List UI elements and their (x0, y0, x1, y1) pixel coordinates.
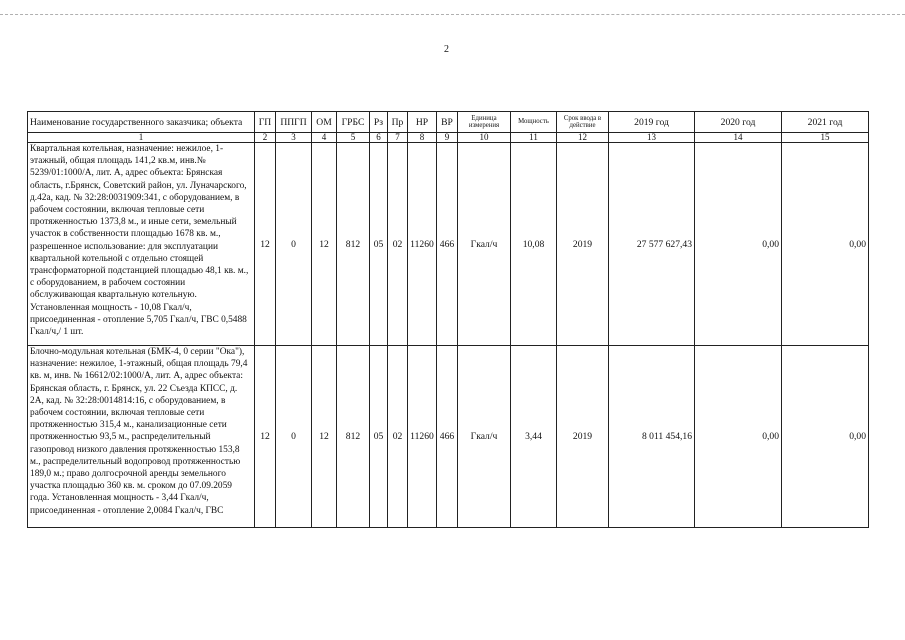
cell-2019: 8 011 454,16 (609, 346, 695, 528)
cell-commission: 2019 (557, 346, 609, 528)
col-num-4: 4 (312, 133, 337, 143)
cell-rz: 05 (370, 346, 388, 528)
col-num-2: 2 (255, 133, 276, 143)
cell-pr: 02 (388, 346, 408, 528)
header-grbs: ГРБС (337, 112, 370, 133)
col-num-3: 3 (276, 133, 312, 143)
col-num-13: 13 (609, 133, 695, 143)
page-number: 2 (444, 44, 449, 55)
cell-vr: 466 (437, 143, 458, 346)
cell-grbs: 812 (337, 346, 370, 528)
cell-2019: 27 577 627,43 (609, 143, 695, 346)
header-gp: ГП (255, 112, 276, 133)
cell-unit: Гкал/ч (458, 346, 511, 528)
object-description-cell (28, 346, 255, 528)
cell-gp: 12 (255, 143, 276, 346)
header-power: Мощность (511, 112, 557, 133)
cell-power: 10,08 (511, 143, 557, 346)
header-rz: Рз (370, 112, 388, 133)
header-om: ОМ (312, 112, 337, 133)
col-num-1: 1 (28, 133, 255, 143)
cell-pr: 02 (388, 143, 408, 346)
col-num-8: 8 (408, 133, 437, 143)
header-unit: Единица измерения (458, 112, 511, 133)
cell-nr: 11260 (408, 143, 437, 346)
cell-2021: 0,00 (782, 346, 869, 528)
cell-rz: 05 (370, 143, 388, 346)
header-object-name: Наименование государственного заказчика; объекта (28, 112, 255, 133)
header-pr: Пр (388, 112, 408, 133)
cell-unit: Гкал/ч (458, 143, 511, 346)
col-num-6: 6 (370, 133, 388, 143)
cell-power: 3,44 (511, 346, 557, 528)
header-2021: 2021 год (782, 112, 869, 133)
header-vr: ВР (437, 112, 458, 133)
col-num-10: 10 (458, 133, 511, 143)
col-num-7: 7 (388, 133, 408, 143)
col-num-5: 5 (337, 133, 370, 143)
table-row (28, 143, 869, 346)
object-description: Блочно-модульная котельная (БМК-4, 0 серии "Ока"), назначение: нежилое, 1-этажный, общая площадь 79,4 кв. м, инв. № 16612/02:1000/А, лит. А, адрес объекта: Брянская область, г. Брянск, ул. 22 Съезда КПСС, д. 2А, кад. № 32:28:0014814:16, с оборудованием, в рабочем состоянии, включая тепловые сети протяженностью 315,4 м., канализационные сети протяженностью 93,5 м., распределительный газопровод низкого давления протяженностью 153,8 м., распределительный водопровод протяженностью 189,0 м.; право долгосрочной аренды земельного участка площадью 360 кв. м. сроком до 07.09.2059 года. Установленная мощность - 3,44 Гкал/ч, присоединенная - отопление 2,0084 Гкал/ч, ГВС (30, 347, 248, 516)
object-description: Квартальная котельная, назначение: нежилое, 1-этажный, общая площадь 141,2 кв.м, инв.№ 5239/01:1000/А, лит. А, адрес объекта: Брянская область, г.Брянск, Советский район, ул. Луначарского, д.42а, кад. № 32:28:0031909:341, с оборудованием, в рабочем состоянии, включая тепловые сети протяженностью 1373,8 м., и иные сети, земельный участок в собственности площадью 1678 кв. м., разрешенное использование: для эксплуатации квартальной котельной с отдельно стоящей трансформаторной подстанцией площадью 48,1 кв. м., с оборудованием, в рабочем состоянии обслуживающая квартальную котельную. Установленная мощность - 10,08 Гкал/ч, присоединенная - отопление 5,705 Гкал/ч, ГВС 0,5488 Гкал/ч,/ 1 шт. (28, 143, 255, 346)
header-commission: Срок ввода в действие (557, 112, 609, 133)
cell-commission: 2019 (557, 143, 609, 346)
col-num-9: 9 (437, 133, 458, 143)
budget-table (27, 111, 869, 528)
column-number-row (28, 133, 869, 143)
cell-om: 12 (312, 143, 337, 346)
cell-grbs: 812 (337, 143, 370, 346)
header-nr: НР (408, 112, 437, 133)
header-ppgp: ППГП (276, 112, 312, 133)
cell-nr: 11260 (408, 346, 437, 528)
header-2020: 2020 год (695, 112, 782, 133)
cell-gp: 12 (255, 346, 276, 528)
col-num-14: 14 (695, 133, 782, 143)
header-row (28, 112, 869, 133)
cell-vr: 466 (437, 346, 458, 528)
table-row (28, 346, 869, 528)
cell-2020: 0,00 (695, 143, 782, 346)
cell-om: 12 (312, 346, 337, 528)
col-num-11: 11 (511, 133, 557, 143)
cell-2021: 0,00 (782, 143, 869, 346)
cell-ppgp: 0 (276, 346, 312, 528)
header-2019: 2019 год (609, 112, 695, 133)
col-num-12: 12 (557, 133, 609, 143)
col-num-15: 15 (782, 133, 869, 143)
cell-2020: 0,00 (695, 346, 782, 528)
cell-ppgp: 0 (276, 143, 312, 346)
scan-edge-line (0, 14, 905, 15)
